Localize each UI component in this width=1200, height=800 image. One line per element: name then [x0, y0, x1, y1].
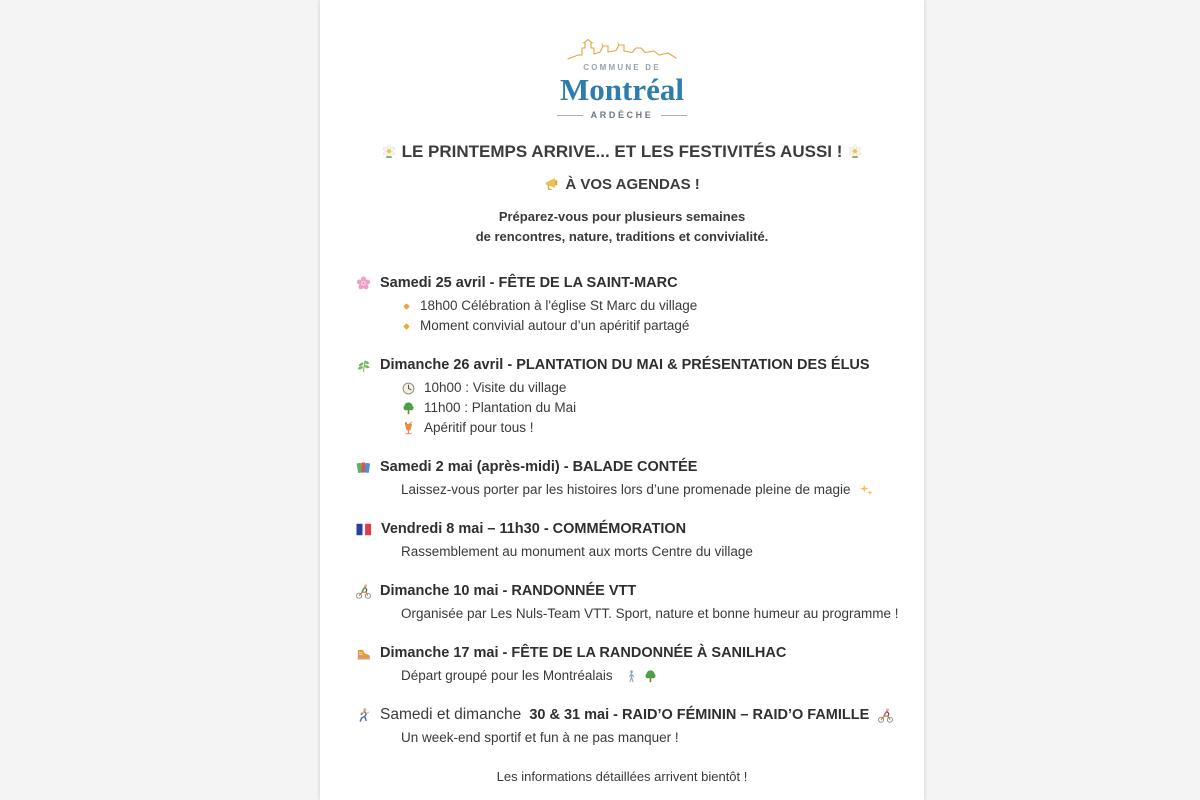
event-saint-marc	[355, 273, 924, 336]
event-title-text: 30 & 31 mai - RAID’O FÉMININ – RAID’O FAMILLE	[529, 707, 870, 723]
event-commemoration	[355, 519, 924, 562]
daisy-icon	[381, 144, 397, 160]
event-item-text: Apéritif pour tous !	[424, 420, 534, 435]
event-item	[355, 480, 924, 500]
event-items	[355, 480, 924, 500]
events-list	[320, 273, 924, 748]
footer-note: Les informations détaillées arrivent bientôt !	[496, 769, 748, 784]
event-item	[355, 296, 924, 316]
event-title-text: Samedi 2 mai (après-midi) - BALADE CONTÉE	[380, 459, 698, 475]
logo-region	[320, 111, 924, 120]
clock-icon	[401, 381, 416, 396]
event-title-text: Vendredi 8 mai – 11h30 - COMMÉMORATION	[381, 521, 687, 537]
agendas-text: À VOS AGENDAS !	[565, 176, 700, 193]
intro-text	[320, 207, 924, 247]
event-title	[355, 355, 924, 375]
tree-icon	[401, 401, 416, 416]
event-title	[355, 457, 924, 477]
event-item-text: 10h00 : Visite du village	[424, 380, 567, 395]
event-items	[355, 604, 924, 624]
hiking-boot-icon	[355, 645, 372, 662]
books-icon	[355, 459, 372, 476]
daisy-icon	[847, 144, 863, 160]
pedestrian-icon	[625, 669, 638, 684]
event-items	[355, 296, 924, 336]
commune-logo	[320, 33, 924, 120]
event-balade-contee	[355, 457, 924, 500]
event-raido	[355, 705, 924, 748]
runner-icon	[355, 707, 372, 724]
event-item	[355, 418, 924, 438]
village-skyline-icon	[562, 33, 682, 61]
cyclist-icon	[877, 707, 894, 724]
event-items	[355, 378, 924, 438]
event-items	[355, 542, 924, 562]
event-plantation-mai	[355, 355, 924, 438]
event-title	[355, 705, 924, 725]
logo-dash-left	[557, 115, 583, 116]
event-item	[355, 398, 924, 418]
event-item	[355, 378, 924, 398]
logo-commune-line: COMMUNE DE	[583, 63, 661, 72]
event-item	[355, 604, 924, 624]
event-item-text: Rassemblement au monument aux morts Centre du village	[401, 544, 753, 559]
tree-icon	[643, 669, 658, 684]
event-fete-randonnee	[355, 643, 924, 686]
intro-line-1: Préparez-vous pour plusieurs semaines	[498, 209, 746, 224]
event-title-text: Dimanche 10 mai - RANDONNÉE VTT	[380, 583, 637, 599]
event-items	[355, 728, 924, 748]
event-item	[355, 728, 924, 748]
event-item-text: Départ groupé pour les Montréalais	[401, 668, 613, 683]
event-item-text: 18h00 Célébration à l'église St Marc du village	[420, 298, 698, 313]
event-item-trailing-icons	[625, 669, 658, 684]
event-randonnee-vtt	[355, 581, 924, 624]
event-title-prefix: Samedi et dimanche	[380, 706, 522, 723]
event-item-text: Laissez-vous porter par les histoires lors d’une promenade pleine de magie	[401, 482, 851, 497]
event-title	[355, 273, 924, 293]
orange-diamond-icon	[401, 301, 412, 312]
cherry-blossom-icon	[355, 275, 372, 292]
event-item	[355, 666, 924, 686]
sparkles-icon	[859, 483, 874, 498]
event-item	[355, 316, 924, 336]
event-item-text: Un week-end sportif et fun à ne pas manquer !	[401, 730, 679, 745]
event-title-text: Dimanche 17 mai - FÊTE DE LA RANDONNÉE À SANILHAC	[380, 645, 787, 661]
page-title	[320, 141, 924, 163]
event-title	[355, 643, 924, 663]
event-title-text: Samedi 25 avril - FÊTE DE LA SAINT-MARC	[380, 275, 678, 291]
agendas-heading	[320, 175, 924, 195]
event-title-text: Dimanche 26 avril - PLANTATION DU MAI & PRÉSENTATION DES ÉLUS	[380, 357, 870, 373]
page-title-text: LE PRINTEMPS ARRIVE... ET LES FESTIVITÉS AUSSI !	[401, 142, 843, 161]
orange-diamond-icon	[401, 321, 412, 332]
event-item-text: 11h00 : Plantation du Mai	[424, 400, 577, 415]
herb-icon	[355, 357, 372, 374]
french-flag-icon	[355, 522, 373, 537]
event-item-text: Moment convivial autour d’un apéritif partagé	[420, 318, 690, 333]
event-item	[355, 542, 924, 562]
logo-name: Montréal	[560, 72, 684, 107]
intro-line-2: de rencontres, nature, traditions et convivialité.	[475, 229, 769, 244]
logo-dash-right	[661, 115, 687, 116]
event-items	[355, 666, 924, 686]
logo-region-label: ARDÈCHE	[590, 110, 654, 120]
mountain-biker-icon	[355, 583, 372, 600]
event-title	[355, 581, 924, 601]
flyer-card	[320, 0, 924, 800]
megaphone-icon	[544, 175, 561, 192]
event-title	[355, 519, 924, 539]
tropical-drink-icon	[401, 421, 416, 436]
event-item-text: Organisée par Les Nuls-Team VTT. Sport, nature et bonne humeur au programme !	[401, 606, 899, 621]
